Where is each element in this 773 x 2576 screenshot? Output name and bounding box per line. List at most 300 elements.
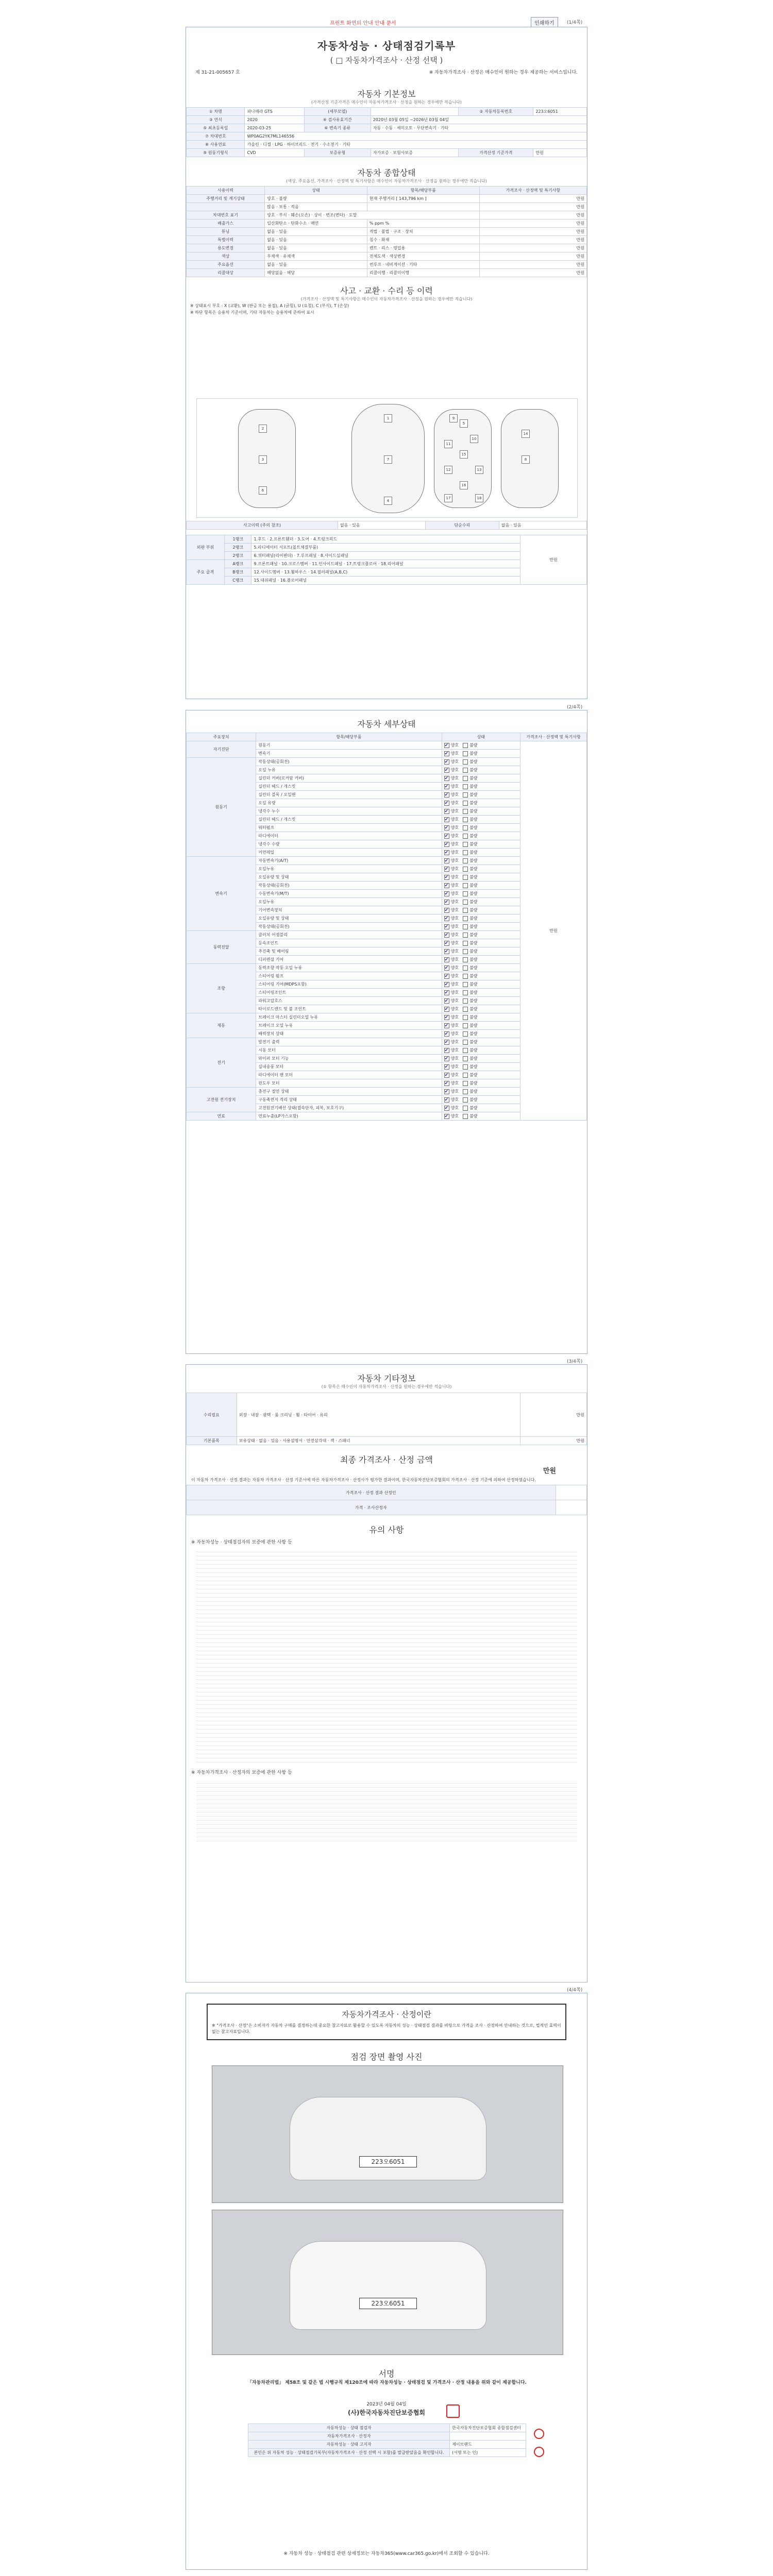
final-sign-value: [556, 1485, 586, 1500]
basic-label: ② 자동차등록번호: [459, 108, 533, 116]
summary-header: 상태: [265, 187, 367, 195]
state-good-label: 양호: [450, 776, 459, 781]
state-good-label: 양호: [450, 858, 459, 863]
summary-state: 양호 · 부식 · 훼손(오손) · 상이 · 변조(변타) · 도말: [265, 211, 480, 219]
state-bad-label: 불량: [469, 1064, 478, 1069]
state-bad-label: 불량: [469, 965, 478, 970]
detail-item: 작동상태(공회전): [256, 758, 442, 766]
checkbox-icon: [444, 916, 449, 921]
state-good-label: 양호: [450, 743, 459, 748]
notice-body-1: [196, 1548, 577, 1765]
summary-header: 가격조사 · 산정액 및 특기사항: [479, 187, 586, 195]
basic-label: (세부모델): [304, 108, 371, 116]
detail-state: [442, 824, 520, 832]
checkbox-icon: [444, 809, 449, 814]
state-good-label: 양호: [450, 933, 459, 937]
summary-price: 만원: [479, 244, 586, 252]
print-button[interactable]: 인쇄하기: [531, 17, 558, 28]
state-bad-label: 불량: [469, 784, 478, 789]
basic-label: 가격산정 기준가격: [459, 149, 533, 157]
checkbox-icon: [444, 834, 449, 839]
basic-value: 223오6051: [533, 108, 587, 116]
state-bad-label: 불량: [469, 974, 478, 978]
checkbox-icon: [463, 1073, 468, 1078]
state-good-label: 양호: [450, 924, 459, 929]
detail-item: 고전원전기배선 상태(접속단자, 피복, 보호기구): [256, 1104, 442, 1112]
other-section-title: 자동차 기타정보: [357, 1374, 416, 1383]
summary-state: 없음 · 있음: [265, 261, 367, 269]
detail-header: 가격조사 · 산정액 및 특기사항: [520, 733, 587, 741]
signature-label: 자동차가격조사 · 산정자: [248, 2432, 450, 2441]
detail-item: 동력조향 작동 오일 누유: [256, 964, 442, 972]
state-bad-label: 불량: [469, 891, 478, 896]
state-bad-label: 불량: [469, 1007, 478, 1011]
page-4: [186, 1993, 587, 2570]
accident-note: (가격조사 · 산정액 및 특기사항은 매수인이 자동차가격조사 · 산정을 원하는 경우에만 적습니다): [300, 297, 473, 301]
final-statement: 이 자동차 가격조사 · 산정 결과는 자동차 가격조사 · 산정 기준서에 따른 자동차가격조사 · 산정사가 평가한 결과이며, 한국자동차진단보증협회의 가격조사 · 산정 기준에 의하여 산정하였습니다.: [191, 1478, 536, 1482]
detail-group-name: 변속기: [187, 857, 256, 931]
state-bad-label: 불량: [469, 801, 478, 805]
state-good-label: 양호: [450, 1056, 459, 1061]
signature-section-title: 서명: [378, 2369, 395, 2379]
detail-state: [442, 783, 520, 791]
checkbox-icon: [463, 1106, 468, 1111]
detail-item: 자동변속기(A/T): [256, 857, 442, 865]
checkbox-icon: [444, 924, 449, 929]
state-good-label: 양호: [450, 908, 459, 912]
checkbox-icon: [444, 949, 449, 954]
detail-item: 오일 누유: [256, 766, 442, 774]
checkbox-icon: [444, 784, 449, 789]
detail-group-name: 동력전달: [187, 931, 256, 964]
frame-c-items: 15.대쉬패널 · 16.플로어패널: [251, 577, 520, 585]
basic-value: [371, 108, 459, 116]
detail-group-name: 연료: [187, 1112, 256, 1121]
state-bad-label: 불량: [469, 875, 478, 879]
checkbox-icon: [463, 924, 468, 929]
summary-detail: % ppm %: [367, 219, 479, 228]
summary-price: 만원: [479, 252, 586, 261]
price-info-body: ※ "가격조사 · 산정"은 소비자가 자동차 구매를 결정하는데 중요한 참고자료로 활용할 수 있도록 자동차의 성능 · 상태점검 결과를 바탕으로 가격을 조사 · 산정하여 안내하는 것으로, 법적인 효력이 없는 참고자료입니다.: [212, 2023, 561, 2034]
detail-state: [442, 882, 520, 890]
detail-state: [442, 799, 520, 807]
detail-state: [442, 1096, 520, 1104]
checkbox-icon: [444, 1073, 449, 1078]
state-bad-label: 불량: [469, 908, 478, 912]
state-bad-label: 불량: [469, 1097, 478, 1102]
state-good-label: 양호: [450, 957, 459, 962]
signature-label: 자동차성능 · 상태 점검자: [248, 2424, 450, 2432]
detail-state: [442, 1088, 520, 1096]
notice-head-2: ※ 자동차가격조사 · 산정자의 보증에 관한 사항 등: [191, 1770, 292, 1775]
state-good-label: 양호: [450, 1040, 459, 1044]
state-good-label: 양호: [450, 949, 459, 954]
checkbox-icon: [463, 858, 468, 863]
state-good-label: 양호: [450, 784, 459, 789]
state-bad-label: 불량: [469, 933, 478, 937]
basic-label: 보증유형: [304, 149, 371, 157]
page-2: [186, 710, 587, 1354]
part-number: 3: [259, 455, 267, 464]
detail-item: 오일 유량: [256, 799, 442, 807]
inspection-photo-front: [212, 2065, 563, 2203]
checkbox-icon: [444, 776, 449, 781]
top-notice: 프린트 화면의 안내 안내 문서: [330, 21, 396, 26]
summary-detail: 전체도색 · 색상변경: [367, 252, 479, 261]
page-ref-3: (3/4쪽): [567, 1359, 583, 1364]
final-sign-label: 가격조사 · 산정 결과 산정인: [187, 1485, 556, 1500]
accident-detail-table: [186, 535, 587, 585]
checkbox-icon: [444, 883, 449, 888]
checkbox-icon: [463, 908, 468, 913]
state-bad-label: 불량: [469, 941, 478, 945]
detail-item: 실린더 커버(로커암 커버): [256, 774, 442, 783]
state-bad-label: 불량: [469, 1106, 478, 1110]
summary-state: 양호 · 불량: [265, 195, 367, 203]
part-number: 17: [444, 494, 452, 502]
frame-b-items: 12.사이드멤버 · 13.휠하우스 · 14.필러패널(A,B,C): [251, 568, 520, 577]
checkbox-icon: [463, 949, 468, 954]
checkbox-icon: [463, 1081, 468, 1086]
checkbox-icon: [444, 817, 449, 822]
doc-notice: ※ 자동차가격조사 · 산정은 매수인이 원하는 경우 제공하는 서비스입니다.: [429, 70, 578, 75]
state-bad-label: 불량: [469, 768, 478, 772]
accident-row-label: 사고이력 (주의 참조): [187, 521, 338, 530]
detail-state: [442, 832, 520, 840]
state-good-label: 양호: [450, 974, 459, 978]
basic-label: ⑦ 차대번호: [187, 132, 245, 141]
detail-item: 오일누유: [256, 898, 442, 906]
signature-value: 한국자동차진단보증협회 종합점검센터: [450, 2424, 526, 2432]
detail-state: [442, 849, 520, 857]
detail-item: 클러치 어셈블리: [256, 931, 442, 939]
detail-state: [442, 1071, 520, 1079]
official-seal: [446, 2404, 460, 2418]
summary-detail: 렌트 · 리스 · 영업용: [367, 244, 479, 252]
detail-state: [442, 840, 520, 849]
detail-item: 스티어링조인트: [256, 989, 442, 997]
detail-item: 파워고압호스: [256, 997, 442, 1005]
basic-label: ③ 연식: [187, 116, 245, 124]
license-plate: 223오6051: [359, 2156, 417, 2167]
other-label: 수리필요: [187, 1393, 237, 1437]
state-good-label: 양호: [450, 768, 459, 772]
checkbox-icon: [463, 825, 468, 831]
checkbox-icon: [444, 867, 449, 872]
basic-value: 파나메라 GTS: [245, 108, 304, 116]
summary-price: 만원: [479, 228, 586, 236]
checkbox-icon: [463, 768, 468, 773]
summary-state: 없음 · 있음: [265, 244, 367, 252]
car-side-right: [501, 409, 559, 508]
other-items: 보유상태 · 없음 · 있음 · 사용설명서 · 안전삼각대 · 잭 · 스패너: [237, 1437, 520, 1445]
signature-table: [248, 2424, 526, 2457]
checkbox-icon: [444, 1114, 449, 1119]
checkbox-icon: [444, 965, 449, 971]
signature-date: 2023년 04월 04일: [366, 2402, 407, 2407]
basic-note: (가격산정 기준가격은 매수인이 자동차가격조사 · 산정을 원하는 경우에만 적습니다): [311, 100, 462, 105]
checkbox-icon: [444, 998, 449, 1004]
detail-item: 원동기: [256, 741, 442, 750]
checkbox-icon: [444, 941, 449, 946]
detail-state: [442, 923, 520, 931]
state-good-label: 양호: [450, 1089, 459, 1094]
state-good-label: 양호: [450, 1114, 459, 1118]
state-bad-label: 불량: [469, 900, 478, 904]
detail-item: 수동변속기(M/T): [256, 890, 442, 898]
final-sign-table: [186, 1485, 587, 1515]
signature-footer: ※ 자동차 성능 · 상태점검 관련 상세정보는 자동차365(www.car365.go.kr)에서 조회할 수 있습니다.: [283, 2551, 490, 2556]
detail-state: [442, 750, 520, 758]
detail-item: 추진축 및 베어링: [256, 947, 442, 956]
detail-item: 연료누출(LP가스포함): [256, 1112, 442, 1121]
state-bad-label: 불량: [469, 842, 478, 846]
repair-row-label: 단순수리: [426, 521, 499, 530]
summary-label: 리콜대상: [187, 269, 265, 277]
summary-price: 만원: [479, 269, 586, 277]
summary-label: 주행거리 및 계기상태: [187, 195, 265, 203]
detail-item: 스티어링 기어(MDPS포함): [256, 980, 442, 989]
detail-state: [442, 1079, 520, 1088]
detail-item: 냉각수 수량: [256, 840, 442, 849]
accident-row-value: 없음 · 있음: [338, 521, 425, 530]
seal-red-2: [534, 2447, 544, 2457]
accident-price: 만원: [520, 535, 587, 585]
detail-state: [442, 1022, 520, 1030]
page-ref-2: (2/4쪽): [567, 705, 583, 710]
part-number: 11: [444, 440, 452, 448]
basic-label: ⑤ 최초등록일: [187, 124, 245, 132]
summary-state: 해당없음 · 해당: [265, 269, 367, 277]
detail-header: 상태: [442, 733, 520, 741]
checkbox-icon: [463, 933, 468, 938]
doc-title: 자동차성능 · 상태점검기록부: [317, 40, 456, 52]
detail-group-name: 제동: [187, 1013, 256, 1038]
state-bad-label: 불량: [469, 743, 478, 748]
other-items: 외장 · 내장 · 광택 · 룸 크리닝 · 휠 · 타이어 · 유리: [237, 1393, 520, 1437]
detail-state: [442, 791, 520, 799]
checkbox-icon: [463, 1056, 468, 1061]
checkbox-icon: [444, 1056, 449, 1061]
car-diagram: [196, 398, 578, 518]
detail-state: [442, 956, 520, 964]
checkbox-icon: [444, 908, 449, 913]
detail-state: [442, 914, 520, 923]
state-good-label: 양호: [450, 867, 459, 871]
summary-label: 특별이력: [187, 236, 265, 244]
detail-state: [442, 906, 520, 914]
state-bad-label: 불량: [469, 949, 478, 954]
checkbox-icon: [463, 801, 468, 806]
checkbox-icon: [463, 1097, 468, 1103]
state-bad-label: 불량: [469, 957, 478, 962]
doc-number: 제 31-21-005657 호: [195, 70, 240, 75]
detail-group-name: 원동기: [187, 758, 256, 857]
checkbox-icon: [463, 776, 468, 781]
repair-row-value: 없음 · 있음: [499, 521, 586, 530]
checkbox-icon: [463, 1089, 468, 1094]
state-good-label: 양호: [450, 941, 459, 945]
state-bad-label: 불량: [469, 883, 478, 888]
detail-item: 와이퍼 모터 기능: [256, 1055, 442, 1063]
checkbox-icon: [444, 1048, 449, 1053]
basic-value: 2020: [245, 116, 304, 124]
state-good-label: 양호: [450, 1081, 459, 1086]
accident-legend-2: ※ 하단 항목은 승용차 기준이며, 기타 자동차는 승용차에 준하여 표시: [190, 310, 314, 315]
detail-item: 구동축전지 격리 상태: [256, 1096, 442, 1104]
state-bad-label: 불량: [469, 1040, 478, 1044]
detail-state: [442, 1013, 520, 1022]
part-number: 18: [475, 494, 483, 502]
summary-header: 항목/해당부품: [367, 187, 479, 195]
other-price: 만원: [520, 1437, 587, 1445]
page-1: [186, 27, 587, 699]
part-number: 9: [449, 414, 458, 422]
state-good-label: 양호: [450, 900, 459, 904]
basic-value: 자동 · 수동 · 세미오토 · 무단변속기 · 기타: [371, 124, 586, 132]
summary-label: 배출가스: [187, 219, 265, 228]
signature-value: (서명 또는 인): [450, 2449, 526, 2457]
detail-state: [442, 972, 520, 980]
summary-label: 튜닝: [187, 228, 265, 236]
state-good-label: 양호: [450, 998, 459, 1003]
state-good-label: 양호: [450, 842, 459, 846]
detail-item: 스티어링 펌프: [256, 972, 442, 980]
detail-state: [442, 1038, 520, 1046]
checkbox-icon: [444, 875, 449, 880]
summary-state: 없음 · 있음: [265, 236, 367, 244]
final-section-title: 최종 가격조사 · 산정 금액: [340, 1455, 433, 1465]
part-number: 13: [475, 466, 483, 474]
car-side-left: [238, 409, 296, 508]
detail-state: [442, 964, 520, 972]
detail-item: 시동 모터: [256, 1046, 442, 1055]
basic-value: CVD: [245, 149, 304, 157]
detail-state: [442, 1046, 520, 1055]
state-bad-label: 불량: [469, 1081, 478, 1086]
part-number: 14: [522, 430, 530, 438]
car-body: [290, 2097, 486, 2180]
other-note: (① 항목은 매수인이 자동차가격조사 · 산정을 원하는 경우에만 적습니다): [321, 1384, 452, 1389]
checkbox-icon: [463, 1114, 468, 1119]
state-bad-label: 불량: [469, 850, 478, 855]
checkbox-icon: [444, 759, 449, 765]
state-bad-label: 불량: [469, 1031, 478, 1036]
checkbox-icon: [463, 998, 468, 1004]
detail-item: 작동상태(공회전): [256, 882, 442, 890]
detail-item: 오일유량 및 상태: [256, 914, 442, 923]
checkbox-icon: [463, 990, 468, 995]
detail-header: 항목/해당부품: [256, 733, 442, 741]
detail-item: 브레이크 오일 누유: [256, 1022, 442, 1030]
doc-subtitle: ( □ 자동차가격조사 · 산정 선택 ): [330, 56, 443, 65]
checkbox-icon: [444, 751, 449, 756]
checkbox-icon: [463, 916, 468, 921]
checkbox-icon: [463, 751, 468, 756]
state-good-label: 양호: [450, 1023, 459, 1028]
outer-2-items: 5.라디에이터 서포트(볼트체결부품): [251, 544, 520, 552]
checkbox-icon: [463, 1031, 468, 1037]
summary-detail: 침수 · 화재: [367, 236, 479, 244]
detail-state: [442, 857, 520, 865]
checkbox-icon: [463, 891, 468, 896]
summary-detail: 썬루프 · 네비게이션 · 기타: [367, 261, 479, 269]
detail-item: 변속기: [256, 750, 442, 758]
state-bad-label: 불량: [469, 982, 478, 987]
detail-item: 기어변속장치: [256, 906, 442, 914]
signature-value: [450, 2432, 526, 2441]
summary-state: 무채색 · 유채색: [265, 252, 367, 261]
detail-state: [442, 1055, 520, 1063]
summary-detail: 적법 · 불법 · 구조 · 장치: [367, 228, 479, 236]
signature-label: 본인은 위 자동차 성능 · 상태점검기록부(자동차가격조사 · 산정 선택 시 포함)를 발급받았음을 확인합니다.: [248, 2449, 450, 2457]
other-label: 기본품목: [187, 1437, 237, 1445]
detail-state: [442, 890, 520, 898]
detail-item: 오일누유: [256, 865, 442, 873]
checkbox-icon: [463, 900, 468, 905]
detail-state: [442, 939, 520, 947]
page-3: [186, 1364, 587, 1982]
checkbox-icon: [444, 842, 449, 847]
detail-state: [442, 741, 520, 750]
detail-item: 라디에이터 팬 모터: [256, 1071, 442, 1079]
state-good-label: 양호: [450, 1073, 459, 1077]
basic-value: 2020년 03월 05일 ~2026년 03월 04일: [371, 116, 586, 124]
state-bad-label: 불량: [469, 1073, 478, 1077]
checkbox-icon: [444, 900, 449, 905]
checkbox-icon: [463, 784, 468, 789]
detail-item: 워터펌프: [256, 824, 442, 832]
detail-item: 윈도우 모터: [256, 1079, 442, 1088]
detail-state: [442, 898, 520, 906]
rank-a-label: A랭크: [225, 560, 251, 568]
state-good-label: 양호: [450, 1031, 459, 1036]
checkbox-icon: [463, 850, 468, 855]
detail-row: [187, 741, 587, 750]
part-number: 4: [384, 497, 392, 505]
frame-a-items: 9.프론트패널 · 10.크로스멤버 · 11.인사이드패널 · 17.트렁크플로어 · 18.리어패널: [251, 560, 520, 568]
state-good-label: 양호: [450, 1015, 459, 1020]
detail-item: 실린더 헤드 / 개스킷: [256, 816, 442, 824]
detail-state: [442, 816, 520, 824]
checkbox-icon: [444, 990, 449, 995]
checkbox-icon: [444, 1106, 449, 1111]
basic-label: ④ 검사유효기간: [304, 116, 371, 124]
rank-2-label-b: 2랭크: [225, 552, 251, 560]
detail-item: 발전기 출력: [256, 1038, 442, 1046]
basic-value: 2020-03-25: [245, 124, 304, 132]
summary-table: [186, 186, 587, 277]
summary-label: [187, 203, 265, 211]
checkbox-icon: [444, 974, 449, 979]
detail-state: [442, 1063, 520, 1071]
detail-state: [442, 758, 520, 766]
detail-header: 주요장치: [187, 733, 256, 741]
outer-3-items: 6.쿼터패널(리어펜더) · 7.루프패널 · 8.사이드실패널: [251, 552, 520, 560]
accident-summary-table: [186, 521, 587, 530]
checkbox-icon: [444, 1031, 449, 1037]
summary-state: 없음 · 있음: [265, 228, 367, 236]
detail-item: 타이로드엔드 및 볼 조인트: [256, 1005, 442, 1013]
detail-item: 배력장치 상태: [256, 1030, 442, 1038]
state-good-label: 양호: [450, 751, 459, 756]
checkbox-icon: [444, 982, 449, 987]
checkbox-icon: [463, 982, 468, 987]
state-bad-label: 불량: [469, 792, 478, 797]
checkbox-icon: [463, 1015, 468, 1020]
state-bad-label: 불량: [469, 776, 478, 781]
detail-state: [442, 1005, 520, 1013]
